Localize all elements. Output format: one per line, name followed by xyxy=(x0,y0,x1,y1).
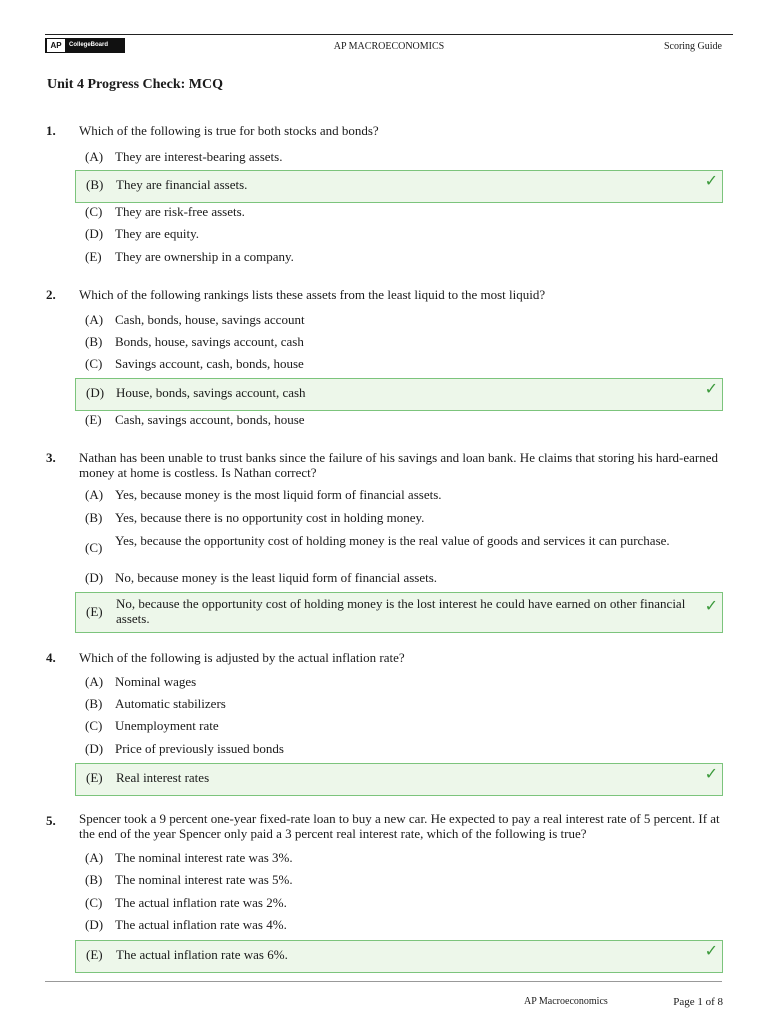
option-letter: (C) xyxy=(85,356,103,371)
option-text: Savings account, cash, bonds, house xyxy=(115,356,304,371)
option-letter: (B) xyxy=(85,696,103,711)
question-number: 4. xyxy=(46,650,56,665)
option-letter: (C) xyxy=(85,718,103,733)
option-text: No, because money is the least liquid form of financial assets. xyxy=(115,570,438,585)
option-letter: (E) xyxy=(85,412,102,427)
option-letter: (A) xyxy=(85,674,104,689)
option-letter: (D) xyxy=(85,917,104,932)
answer-option-c[interactable] xyxy=(75,530,723,566)
option-letter: (A) xyxy=(85,149,104,164)
option-text: They are risk-free assets. xyxy=(115,204,245,219)
question-text: Which of the following is true for both stocks and bonds? xyxy=(79,123,379,138)
option-text: The actual inflation rate was 2%. xyxy=(115,895,287,910)
footer-page-number: Page 1 of 8 xyxy=(673,996,723,1008)
option-text: Bonds, house, savings account, cash xyxy=(115,334,304,349)
answer-option-a[interactable] xyxy=(75,847,723,869)
header-subject: AP MACROECONOMICS xyxy=(333,41,445,52)
correct-check-icon: ✓ xyxy=(704,941,718,960)
correct-check-icon: ✓ xyxy=(704,379,718,398)
answer-option-d[interactable] xyxy=(75,222,723,244)
option-letter: (E) xyxy=(86,770,103,785)
footer-course-name: AP Macroeconomics xyxy=(524,996,608,1007)
option-letter: (E) xyxy=(86,947,103,962)
option-text: Cash, savings account, bonds, house xyxy=(115,412,305,427)
answer-option-e[interactable] xyxy=(75,408,723,430)
answer-option-e[interactable] xyxy=(75,245,723,267)
question-number: 5. xyxy=(46,813,56,828)
answer-option-d[interactable] xyxy=(75,737,723,759)
option-text: The actual inflation rate was 4%. xyxy=(115,917,287,932)
answer-option-c[interactable] xyxy=(75,715,723,737)
option-text: They are ownership in a company. xyxy=(115,249,294,264)
answer-option-c[interactable] xyxy=(75,352,723,374)
option-letter: (E) xyxy=(86,604,103,619)
footer-divider xyxy=(45,981,722,982)
option-text: No, because the opportunity cost of holding money is the lost interest he could have earned on other financial assets. xyxy=(116,596,686,626)
answer-option-b[interactable] xyxy=(75,507,723,529)
answer-option-d[interactable] xyxy=(75,914,723,936)
option-letter: (E) xyxy=(85,249,102,264)
question-number: 1. xyxy=(46,123,56,138)
question-number: 3. xyxy=(46,450,56,465)
correct-check-icon: ✓ xyxy=(704,171,718,190)
option-text: The actual inflation rate was 6%. xyxy=(116,947,288,962)
option-letter: (A) xyxy=(85,850,104,865)
college-board-wordmark: CollegeBoard xyxy=(69,42,109,48)
answer-option-b[interactable] xyxy=(75,330,723,352)
option-text: The nominal interest rate was 5%. xyxy=(115,872,293,887)
question-text: Nathan has been unable to trust banks since the failure of his savings and loan bank. He claims that storing his hard-earned money at home is costless. Is Nathan correct? xyxy=(79,450,718,480)
question-text: Which of the following is adjusted by the actual inflation rate? xyxy=(79,650,405,665)
option-text: The nominal interest rate was 3%. xyxy=(115,850,293,865)
answer-option-c[interactable] xyxy=(75,200,723,222)
option-text: They are financial assets. xyxy=(116,177,248,192)
option-text: Nominal wages xyxy=(115,674,197,689)
answer-option-e-correct[interactable] xyxy=(75,763,723,796)
correct-check-icon: ✓ xyxy=(704,596,718,615)
answer-option-e-correct[interactable] xyxy=(75,940,723,973)
correct-check-icon: ✓ xyxy=(704,764,718,783)
option-text: Automatic stabilizers xyxy=(115,696,226,711)
ap-logo-mark: AP xyxy=(47,39,65,52)
option-letter: (C) xyxy=(85,895,103,910)
option-text: Price of previously issued bonds xyxy=(115,741,284,756)
option-text: Unemployment rate xyxy=(115,718,219,733)
option-letter: (B) xyxy=(86,177,104,192)
answer-option-a[interactable] xyxy=(75,484,723,506)
option-text: Cash, bonds, house, savings account xyxy=(115,312,305,327)
answer-option-b[interactable] xyxy=(75,869,723,891)
option-text: Real interest rates xyxy=(116,770,210,785)
option-letter: (D) xyxy=(85,226,104,241)
option-text: Yes, because there is no opportunity cost in holding money. xyxy=(115,510,425,525)
option-letter: (B) xyxy=(85,334,103,349)
option-letter: (D) xyxy=(86,385,105,400)
question-text: Which of the following rankings lists these assets from the least liquid to the most liquid? xyxy=(79,287,546,302)
option-letter: (B) xyxy=(85,872,103,887)
page-header xyxy=(45,34,733,55)
answer-option-a[interactable] xyxy=(75,145,723,167)
option-letter: (C) xyxy=(85,204,103,219)
option-text: They are equity. xyxy=(115,226,199,241)
option-letter: (A) xyxy=(85,487,104,502)
option-letter: (A) xyxy=(85,312,104,327)
question-text: Spencer took a 9 percent one-year fixed-rate loan to buy a new car. He expected to pay a real interest rate of 5 percent. If at the end of the year Spencer only paid a 3 percent real interest rate, which of the following is true? xyxy=(79,811,720,841)
option-text: Yes, because the opportunity cost of holding money is the real value of goods and services it can purchase. xyxy=(115,533,670,548)
option-letter: (D) xyxy=(85,741,104,756)
answer-option-a[interactable] xyxy=(75,670,723,692)
option-text: Yes, because money is the most liquid form of financial assets. xyxy=(115,487,442,502)
page-title: Unit 4 Progress Check: MCQ xyxy=(47,77,224,92)
answer-option-c[interactable] xyxy=(75,892,723,914)
answer-option-e-correct[interactable] xyxy=(75,592,723,633)
answer-option-b-correct[interactable] xyxy=(75,170,723,203)
answer-option-a[interactable] xyxy=(75,308,723,330)
option-text: They are interest-bearing assets. xyxy=(115,149,283,164)
option-letter: (C) xyxy=(85,540,103,555)
option-letter: (B) xyxy=(85,510,103,525)
option-letter: (D) xyxy=(85,570,104,585)
header-scoring-guide: Scoring Guide xyxy=(663,41,722,52)
option-text: House, bonds, savings account, cash xyxy=(116,385,306,400)
answer-option-b[interactable] xyxy=(75,693,723,715)
question-number: 2. xyxy=(46,287,56,302)
answer-option-d[interactable] xyxy=(75,567,723,589)
answer-option-d-correct[interactable] xyxy=(75,378,723,411)
